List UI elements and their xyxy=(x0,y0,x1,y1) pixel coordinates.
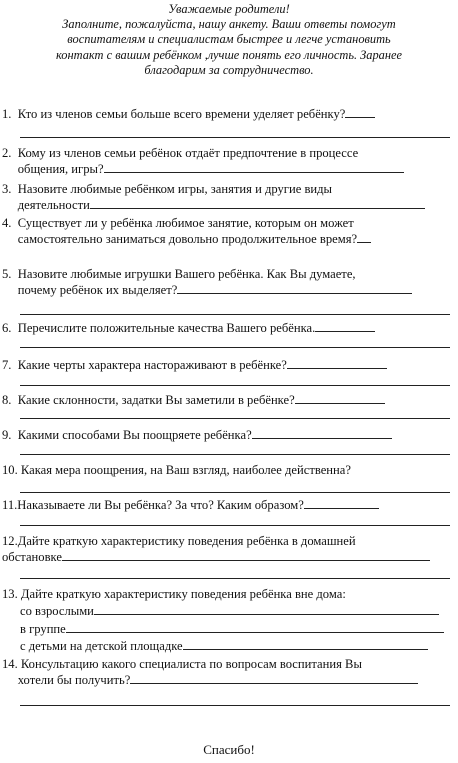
sub-label: с детьми на детской площадке xyxy=(20,639,183,653)
greeting: Уважаемые родители! xyxy=(168,2,290,16)
answer-line[interactable] xyxy=(20,137,450,138)
sub-label: в группе xyxy=(20,622,66,636)
answer-line[interactable] xyxy=(20,347,450,348)
question-7 xyxy=(2,357,387,373)
question-11 xyxy=(2,497,379,513)
answer-field[interactable] xyxy=(183,648,428,650)
question-text: хотели бы получить? xyxy=(2,673,131,687)
question-text: 10. Какая мера поощрения, на Ваш взгляд, наиболее действенна? xyxy=(2,463,351,477)
answer-line[interactable] xyxy=(20,385,450,386)
question-8 xyxy=(2,392,385,408)
answer-field[interactable] xyxy=(66,631,444,633)
question-12 xyxy=(2,533,430,565)
question-text: 14. Консультацию какого специалиста по вопросам воспитания Вы xyxy=(2,657,362,671)
answer-field[interactable] xyxy=(295,402,385,404)
question-text: самостоятельно заниматься довольно продолжительное время? xyxy=(2,232,358,246)
question-14 xyxy=(2,656,418,688)
question-text: 12.Дайте краткую характеристику поведения ребёнка в домашней xyxy=(2,534,356,548)
answer-field[interactable] xyxy=(104,171,404,173)
question-text: 9. Какими способами Вы поощряете ребёнка? xyxy=(2,428,252,442)
question-text: 8. Какие склонности, задатки Вы заметили в ребёнке? xyxy=(2,393,295,407)
answer-line[interactable] xyxy=(20,418,450,419)
q13-sub-adults xyxy=(20,603,439,619)
intro-line: Заполните, пожалуйста, нашу анкету. Ваши ответы помогут xyxy=(62,17,396,32)
answer-line[interactable] xyxy=(20,454,450,455)
intro-line: благодарим за сотрудничество. xyxy=(144,62,314,77)
question-text: 2. Кому из членов семьи ребёнок отдаёт предпочтение в процессе xyxy=(2,146,359,160)
question-4 xyxy=(2,215,371,247)
intro-line: воспитателям и специалистам быстрее и легче установить xyxy=(67,32,391,47)
question-text: обстановке xyxy=(2,550,62,564)
intro-line: контакт с вашим ребёнком ,лучше понять его личность. Заранее xyxy=(55,47,403,62)
answer-field[interactable] xyxy=(345,116,375,118)
question-text: 4. Существует ли у ребёнка любимое занятие, которым он может xyxy=(2,216,354,230)
question-text: 1. Кто из членов семьи больше всего времени уделяет ребёнку? xyxy=(2,107,346,121)
answer-line[interactable] xyxy=(20,525,450,526)
question-text: 6. Перечислите положительные качества Вашего ребёнка. xyxy=(2,321,316,335)
intro-block xyxy=(0,0,458,78)
question-1 xyxy=(2,106,375,122)
answer-field[interactable] xyxy=(130,682,418,684)
answer-field[interactable] xyxy=(357,241,371,243)
closing-text: Спасибо! xyxy=(203,742,255,757)
answer-field[interactable] xyxy=(252,437,392,439)
question-10 xyxy=(2,462,351,478)
answer-field[interactable] xyxy=(62,559,430,561)
answer-line[interactable] xyxy=(20,705,450,706)
question-text: 7. Какие черты характера настораживают в ребёнке? xyxy=(2,358,287,372)
question-text: почему ребёнок их выделяет? xyxy=(2,283,178,297)
answer-field[interactable] xyxy=(315,330,375,332)
answer-field[interactable] xyxy=(90,207,425,209)
question-text: 5. Назовите любимые игрушки Вашего ребёнка. Как Вы думаете, xyxy=(2,267,356,281)
answer-field[interactable] xyxy=(304,507,379,509)
answer-field[interactable] xyxy=(177,292,412,294)
answer-line[interactable] xyxy=(20,578,450,579)
answer-line[interactable] xyxy=(20,314,450,315)
question-9 xyxy=(2,427,392,443)
question-5 xyxy=(2,266,412,298)
answer-field[interactable] xyxy=(287,367,387,369)
question-2 xyxy=(2,145,404,177)
question-13 xyxy=(2,586,346,602)
question-text: общения, игры? xyxy=(2,162,104,176)
answer-field[interactable] xyxy=(94,613,439,615)
question-text: 13. Дайте краткую характеристику поведения ребёнка вне дома: xyxy=(2,587,346,601)
q13-sub-group xyxy=(20,621,444,637)
question-text: 11.Наказываете ли Вы ребёнка? За что? Каким образом? xyxy=(2,498,304,512)
question-text: деятельности xyxy=(2,198,90,212)
question-text: 3. Назовите любимые ребёнком игры, занятия и другие виды xyxy=(2,182,333,196)
question-3 xyxy=(2,181,425,213)
q13-sub-playground xyxy=(20,638,428,654)
sub-label: со взрослыми xyxy=(20,604,94,618)
answer-line[interactable] xyxy=(20,492,450,493)
question-6 xyxy=(2,320,375,336)
